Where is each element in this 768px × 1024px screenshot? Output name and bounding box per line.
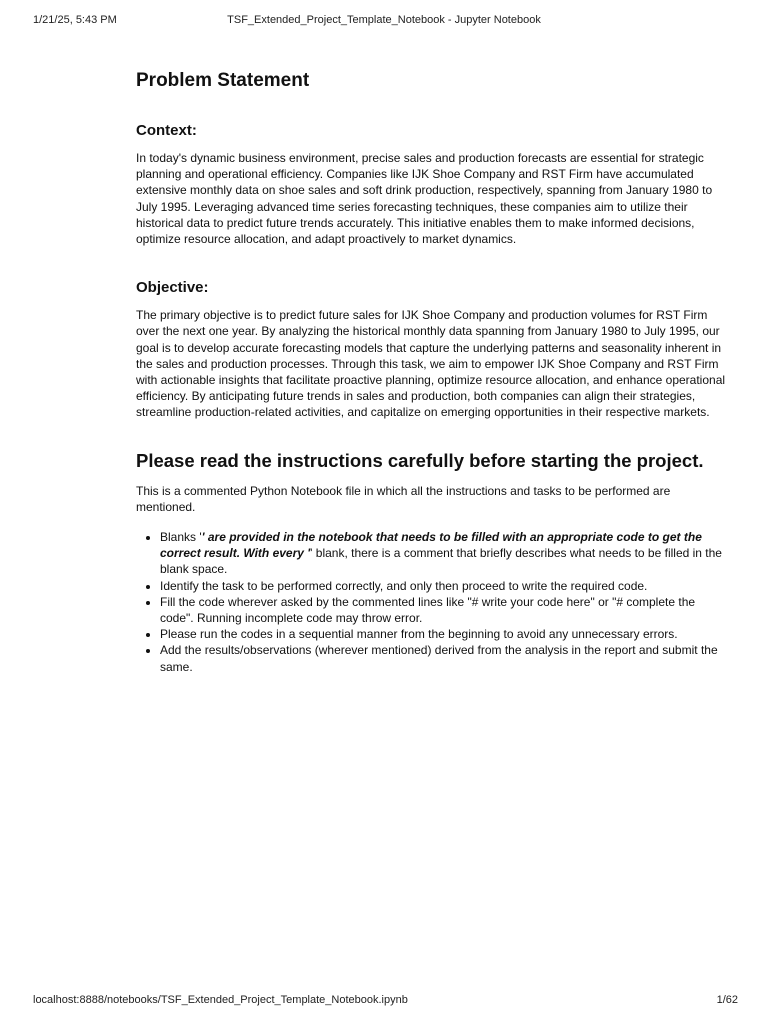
objective-heading: Objective: <box>136 279 209 297</box>
list-item: • Add the results/observations (wherever mentioned) derived from the analysis in the report and submit the same. <box>160 642 726 674</box>
print-footer-page-number: 1/62 <box>716 994 738 1006</box>
context-heading: Context: <box>136 122 197 139</box>
list-item: • Identify the task to be performed correctly, and only then proceed to write the required code. <box>160 578 726 594</box>
instructions-heading: Please read the instructions carefully before starting the project. <box>136 449 704 471</box>
print-header <box>0 14 768 30</box>
print-footer <box>0 994 768 1010</box>
instructions-intro: This is a commented Python Notebook file in which all the instructions and tasks to be performed are mentioned. <box>136 483 671 514</box>
problem-statement-heading: Problem Statement <box>136 70 310 91</box>
instructions-list <box>136 529 726 675</box>
context-paragraph: In today's dynamic business environment, precise sales and production forecasts are essential for strategic planning and operational efficiency. Companies like IJK Shoe Company and RST Firm have accumulated extensive monthly data on shoe sales and soft drink production, respectively, spanning from January 1980 to July 1995. Leveraging advanced time series forecasting techniques, these companies aim to utilize their historical data to predict future trends accurately. This initiative enables them to make informed decisions, optimize resource allocation, and adapt proactively to market dynamics. <box>136 151 713 247</box>
print-header-datetime: 1/21/25, 5:43 PM <box>33 14 117 26</box>
bullet1-prefix: Blanks ' <box>160 530 202 545</box>
notebook-content <box>136 66 726 675</box>
print-header-title: TSF_Extended_Project_Template_Notebook - Jupyter Notebook <box>227 14 541 26</box>
bullet1-emphasis: ' are provided in the notebook that needs to be filled with an appropriate code to get the correct result. With every ' <box>160 530 702 561</box>
bullet1-suffix: ' blank, there is a comment that briefly describes what needs to be filled in the blank space. <box>160 546 722 577</box>
objective-paragraph: The primary objective is to predict future sales for IJK Shoe Company and production volumes for RST Firm over the next one year. By analyzing the historical monthly data spanning from January 1980 to July 1995, our goal is to develop accurate forecasting models that capture the underlying patterns and seasonality inherent in the sales and production processes. Through this task, we aim to empower IJK Shoe Company and RST Firm with actionable insights that facilitate proactive planning, optimize resource allocation, and enhance operational efficiency. By anticipating future trends in sales and production, both companies can align their strategies, streamline production-related activities, and capitalize on emerging opportunities in their respective markets. <box>136 308 726 420</box>
list-item <box>160 529 726 578</box>
list-item: • Fill the code wherever asked by the commented lines like "# write your code here" or "# complete the code". Running incomplete code may throw error. <box>160 594 726 626</box>
list-item: • Please run the codes in a sequential manner from the beginning to avoid any unnecessary errors. <box>160 626 726 642</box>
print-footer-url: localhost:8888/notebooks/TSF_Extended_Project_Template_Notebook.ipynb <box>33 994 408 1006</box>
